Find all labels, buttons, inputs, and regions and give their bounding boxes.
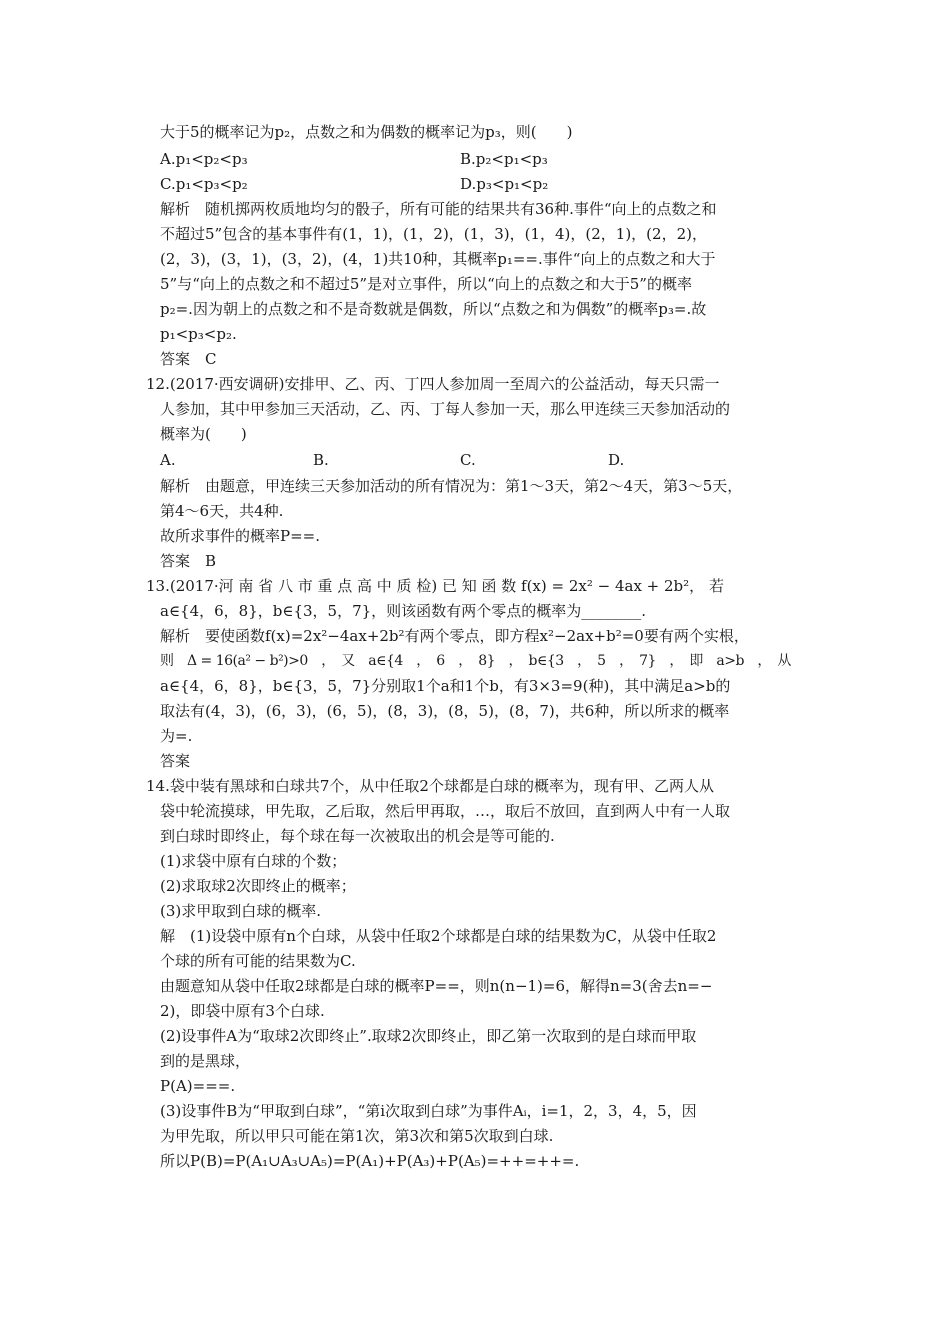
text-line: (2)设事件A为“取球2次即终止”.取球2次即终止，即乙第一次取到的是白球而甲取: [160, 1027, 697, 1045]
text-line: 人参加，其中甲参加三天活动，乙、丙、丁每人参加一天，那么甲连续三天参加活动的: [160, 400, 731, 418]
text-line: 个球的所有可能的结果数为C.: [160, 952, 356, 970]
text-line: (1)求袋中原有白球的个数；: [160, 852, 347, 870]
text-line: 2)，即袋中原有3个白球.: [160, 1002, 325, 1020]
text-line: 5”与“向上的点数之和不超过5”是对立事件，所以“向上的点数之和大于5”的概率: [160, 275, 692, 293]
text-line: p₂=.因为朝上的点数之和不是奇数就是偶数，所以“点数之和为偶数”的概率p₃=.故: [160, 300, 707, 318]
text-line: (2)求取球2次即终止的概率；: [160, 877, 356, 895]
text-line: 到白球时即终止，每个球在每一次被取出的机会是等可能的.: [160, 827, 555, 845]
option-b: B.: [313, 451, 329, 469]
question-12: 12.(2017·西安调研)安排甲、乙、丙、丁四人参加周一至周六的公益活动，每天只需一: [146, 375, 720, 393]
option-c: C.: [460, 451, 476, 469]
text-line: 解析 随机掷两枚质地均匀的骰子，所有可能的结果共有36种.事件“向上的点数之和: [160, 200, 717, 218]
text-line: 所以P(B)=P(A₁∪A₃∪A₅)=P(A₁)+P(A₃)+P(A₅)=++=++=.: [160, 1152, 580, 1170]
option-d: D.p₃<p₁<p₂: [460, 175, 549, 193]
text-line: 故所求事件的概率P==.: [160, 527, 320, 545]
option-a: A.p₁<p₂<p₃: [160, 150, 248, 168]
text-line: 不超过5”包含的基本事件有(1，1)，(1，2)，(1，3)，(1，4)，(2，1)，(2，2)，: [160, 225, 707, 243]
text-line: 取法有(4，3)，(6，3)，(6，5)，(8，3)，(8，5)，(8，7)，共6种，所以所求的概率: [160, 702, 730, 720]
text-line: 解析 由题意，甲连续三天参加活动的所有情况为：第1～3天，第2～4天，第3～5天，: [160, 477, 743, 495]
text-line: 由题意知从袋中任取2球都是白球的概率P==，则n(n−1)=6，解得n=3(舍去n=−: [160, 977, 713, 995]
text-line: p₁<p₃<p₂.: [160, 325, 237, 343]
answer-line: 答案: [160, 752, 191, 770]
answer-line: 答案 B: [160, 552, 217, 570]
text-line: P(A)===.: [160, 1077, 236, 1095]
text-line: 袋中轮流摸球，甲先取，乙后取，然后甲再取，…，取后不放回，直到两人中有一人取: [160, 802, 731, 820]
text-line: (2，3)，(3，1)，(3，2)，(4，1)共10种，其概率p₁==.事件“向上的点数之和大于: [160, 250, 716, 268]
text-line: a∈{4，6，8}，b∈{3，5，7}，则该函数有两个零点的概率为________.: [160, 602, 646, 620]
text-line: (3)求甲取到白球的概率.: [160, 902, 322, 920]
question-13: 13.(2017·河 南 省 八 市 重 点 高 中 质 检) 已 知 函 数 f(x) = 2x² − 4ax + 2b²， 若: [146, 577, 724, 595]
text-line: 解析 要使函数f(x)=2x²−4ax+2b²有两个零点，即方程x²−2ax+b²=0要有两个实根，: [160, 627, 749, 645]
text-line: 到的是黑球，: [160, 1052, 251, 1070]
option-b: B.p₂<p₁<p₃: [460, 150, 548, 168]
option-d: D.: [608, 451, 625, 469]
text-line: 为=.: [160, 727, 193, 745]
text-line: 为甲先取，所以甲只可能在第1次，第3次和第5次取到白球.: [160, 1127, 554, 1145]
text-line: a∈{4，6，8}，b∈{3，5，7}分别取1个a和1个b，有3×3=9(种)，其中满足a>b的: [160, 677, 731, 695]
text-line: 概率为( ): [160, 425, 247, 443]
text-line: 则 Δ = 16(a² − b²)>0 ， 又 a∈{4 ， 6 ， 8} ， b∈{3 ， 5 ， 7} ， 即 a>b ， 从: [160, 653, 791, 669]
answer-line: 答案 C: [160, 350, 217, 368]
option-a: A.: [160, 451, 176, 469]
text-line: 大于5的概率记为p₂，点数之和为偶数的概率记为p₃，则( ): [160, 123, 573, 141]
question-14: 14.袋中装有黑球和白球共7个，从中任取2个球都是白球的概率为，现有甲、乙两人从: [146, 777, 714, 795]
option-c: C.p₁<p₃<p₂: [160, 175, 248, 193]
text-line: 第4～6天，共4种.: [160, 502, 284, 520]
text-line: 解 (1)设袋中原有n个白球，从袋中任取2个球都是白球的结果数为C，从袋中任取2: [160, 927, 717, 945]
text-line: (3)设事件B为“甲取到白球”，“第i次取到白球”为事件Aᵢ，i=1，2，3，4，5，因: [160, 1102, 697, 1120]
